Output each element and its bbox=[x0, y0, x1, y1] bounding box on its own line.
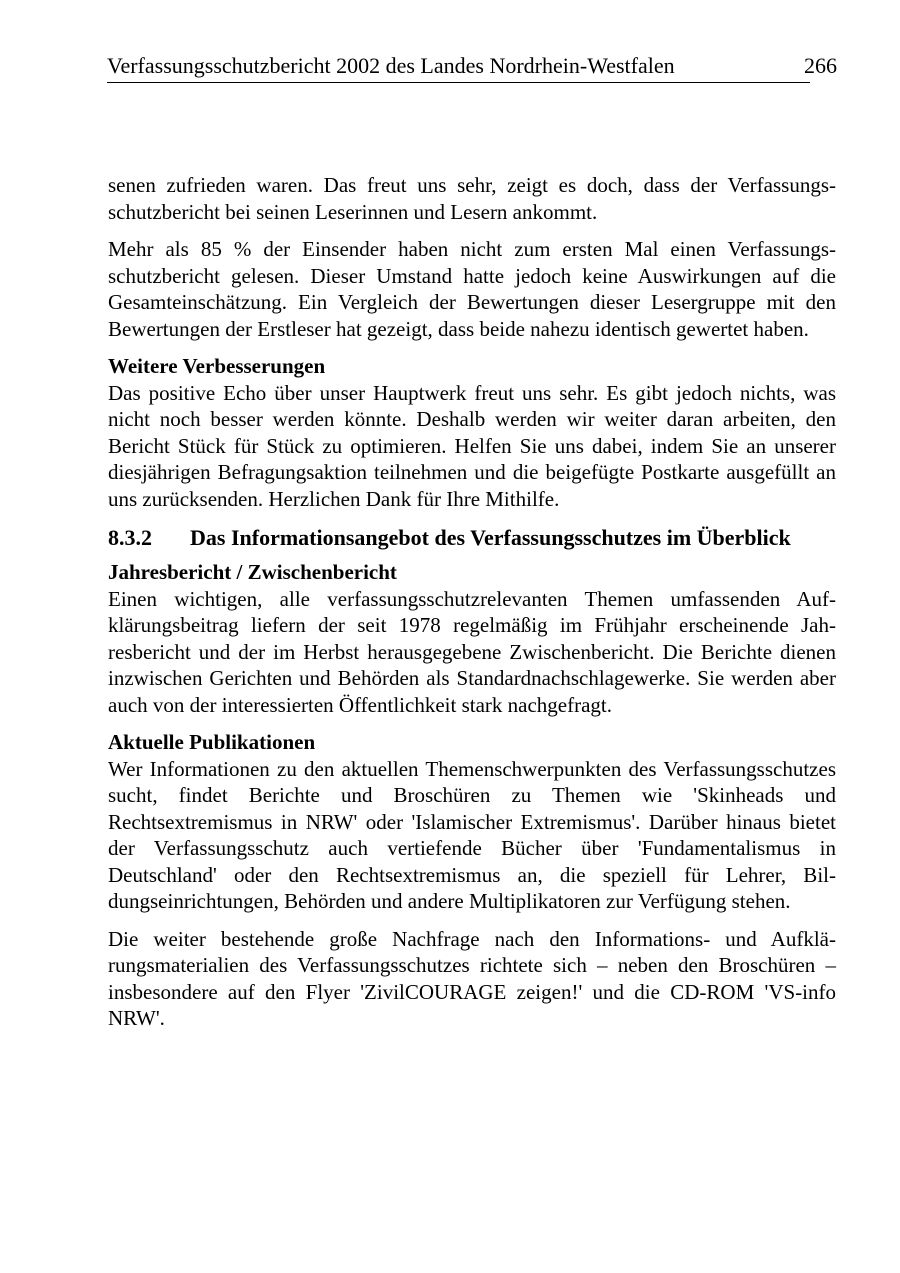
paragraph-nachfrage: Die weiter bestehende große Nachfrage nach den Informations- und Aufklärungsmaterialien des Verfassungsschutzes richtete sich – neben den Broschüren – insbesondere auf den Flyer 'ZivilCOURAGE zeigen!' und die CD-ROM 'VS-info NRW'. bbox=[108, 926, 836, 1030]
section-heading bbox=[108, 523, 836, 553]
subheading-jahresbericht: Jahresbericht / Zwischenbericht bbox=[108, 560, 397, 584]
paragraph-improvements: Das positive Echo über unser Hauptwerk freut uns sehr. Es gibt jedoch nichts, was nicht noch besser werden könnte. Deshalb werden wir weiter daran arbeiten, den Bericht Stück für Stück zu optimieren. Helfen Sie uns dabei, indem Sie an unserer diesjährigen Befragungsaktion teilnehmen und die beigefügte Postkarte ausgefüllt an uns zurücksenden. Herzlichen Dank für Ihre Mithilfe. bbox=[108, 380, 836, 511]
page-number: 266 bbox=[804, 53, 837, 78]
section-title: Das Informationsangebot des Verfassungsschutzes im Überblick bbox=[190, 525, 791, 550]
paragraph-readers: Mehr als 85 % der Einsender haben nicht zum ersten Mal einen Verfassungsschutzbericht gelesen. Dieser Umstand hatte jedoch keine Auswirkungen auf die Gesamteinschätzung. Ein Vergleich der Bewertungen dieser Lesergruppe mit den Bewertungen der Erstleser hat gezeigt, dass beide nahezu identisch gewertet haben. bbox=[108, 237, 836, 341]
running-header-title: Verfassungsschutzbericht 2002 des Landes Nordrhein-Westfalen bbox=[107, 53, 675, 78]
subheading-aktuelle-publikationen: Aktuelle Publikationen bbox=[108, 730, 316, 754]
section-number: 8.3.2 bbox=[108, 525, 152, 550]
page-header bbox=[107, 52, 837, 84]
paragraph-jahresbericht: Einen wichtigen, alle verfassungsschutzrelevanten Themen umfassenden Aufklärungsbeitrag liefern der seit 1978 regelmäßig im Frühjahr erscheinende Jahresbericht und der im Herbst herausgegebene Zwischenbericht. Die Berichte dienen inzwischen Gerichten und Behörden als Standardnachschlagewerke. Sie werden aber auch von der interessierten Öffentlichkeit stark nachgefragt. bbox=[108, 586, 836, 717]
header-rule bbox=[107, 82, 810, 83]
paragraph-continuation: senen zufrieden waren. Das freut uns sehr, zeigt es doch, dass der Verfassungsschutzbericht bei seinen Leserinnen und Lesern ankommt. bbox=[108, 173, 836, 224]
paragraph-publikationen: Wer Informationen zu den aktuellen Themenschwerpunkten des Verfassungsschutzes sucht, findet Berichte und Broschüren zu Themen wie 'Skinheads und Rechtsextremismus in NRW' oder 'Islamischer Extremismus'. Darüber hinaus bietet der Verfassungsschutz auch vertiefende Bücher über 'Fundamentalismus in Deutschland' oder den Rechtsextremismus an, die speziell für Lehrer, Bildungseinrichtungen, Behörden und andere Multiplikatoren zur Verfügung stehen. bbox=[108, 756, 836, 913]
page-body bbox=[108, 172, 836, 1043]
subheading-weitere-verbesserungen: Weitere Verbesserungen bbox=[108, 354, 326, 378]
